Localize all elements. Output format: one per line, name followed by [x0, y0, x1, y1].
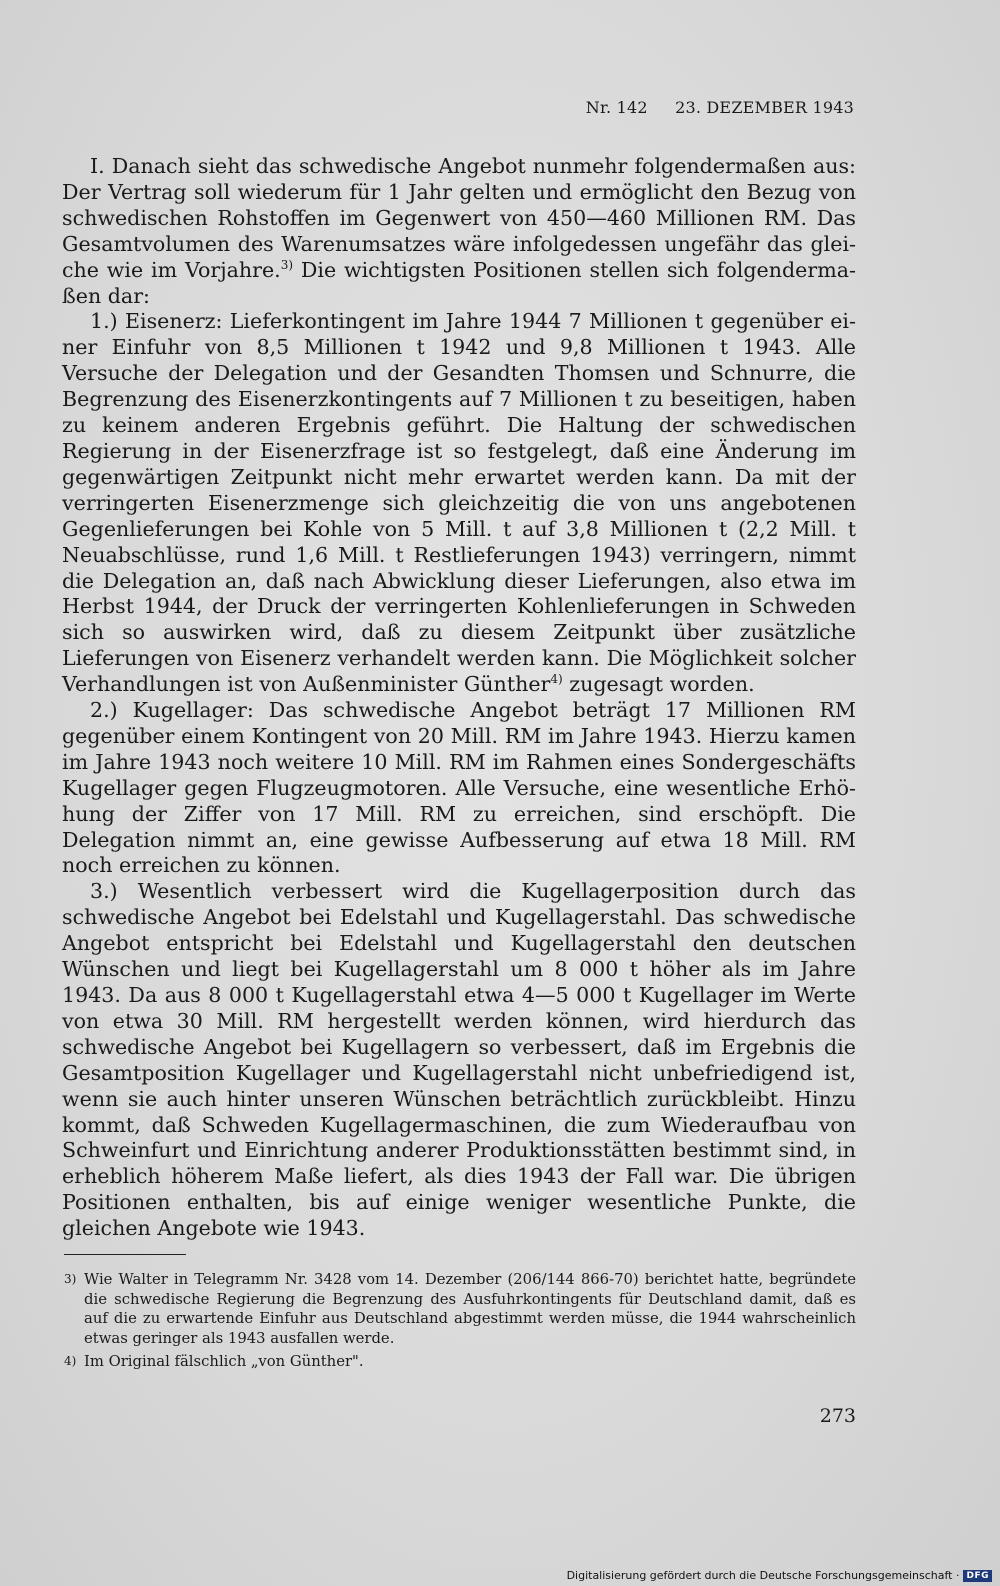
document-date: 23. DEZEMBER 1943 [675, 98, 854, 117]
footnote-4 [64, 1352, 856, 1372]
footnote-text: Im Original fälschlich „von Günther". [84, 1353, 364, 1371]
footnote-ref-4[interactable]: 4) [550, 672, 563, 687]
paragraph-kugellager: 2.) Kugellager: Das schwedische Angebot beträgt 17 Millionen RM gegenüber einem Kontingent von 20 Mill. RM im Jahre 1943. Hierzu kamen im Jahre 1943 noch weitere 10 Mill. RM im Rahmen eines Sondergeschäfts Kugellager gegen Flugzeugmotoren. Alle Versuche, eine wesentliche Erhöhung der Ziffer von 17 Mill. RM zu erreichen, sind erschöpft. Die Delegation nimmt an, eine gewisse Aufbesserung auf etwa 18 Mill. RM noch erreichen zu können. [62, 698, 856, 878]
footnote-3 [64, 1270, 856, 1348]
running-header [586, 98, 854, 117]
paragraph-intro: I. Danach sieht das schwedische Angebot nunmehr folgendermaßen aus: Der Vertrag soll wiederum für 1 Jahr gelten und ermöglicht den Bezug von schwedischen Rohstoffen im Gegenwert von 450—460 Millionen RM. Das Gesamtvolumen des Warenumsatzes wäre infolgedessen ungefähr das gleiche wie im Vorjahre.$^{3)}$ Die wichtigsten Positionen stellen sich folgendermaßen dar: [62, 154, 856, 308]
paragraph-edelstahl: 3.) Wesentlich verbessert wird die Kugellagerposition durch das schwedische Angebot bei Edelstahl und Kugellagerstahl. Das schwedische Angebot entspricht bei Edelstahl und Kugellagerstahl den deutschen Wünschen und liegt bei Kugellagerstahl um 8 000 t höher als im Jahre 1943. Da aus 8 000 t Kugellagerstahl etwa 4—5 000 t Kugellager im Werte von etwa 30 Mill. RM hergestellt werden können, wird hierdurch das schwedische Angebot bei Kugellagern so verbessert, daß im Ergebnis die Gesamtposition Kugellager und Kugellagerstahl nicht unbefriedigend ist, wenn sie auch hinter unseren Wünschen beträchtlich zurückbleibt. Hinzu kommt, daß Schweden Kugellagermaschinen, die zum Wiederaufbau von Schweinfurt und Einrichtung anderer Produktionsstätten bestimmt sind, in erheblich höherem Maße liefert, als dies 1943 der Fall war. Die übrigen Positionen enthalten, bis auf einige weniger wesentliche Punkte, die gleichen Angebote wie 1943. [62, 879, 856, 1241]
document-number: Nr. 142 [585, 98, 648, 117]
page-number: 273 [819, 1405, 856, 1427]
footnote-divider [64, 1254, 186, 1255]
dfg-logo-icon: DFG [963, 1570, 992, 1582]
credit-text: Digitalisierung gefördert durch die Deutsche Forschungsgemeinschaft · [566, 1569, 960, 1582]
footnote-ref-3[interactable]: 3) [280, 257, 294, 272]
footnote-text: Wie Walter in Telegramm Nr. 3428 vom 14. Dezember (206/144 866-70) berichtet hatte, begründete die schwedische Regierung die Begrenzung des Ausfuhrkontingents für Deutschland damit, daß es auf die zu erwartende Einfuhr aus Deutschland abgestimmt werden müsse, die 1944 wahrscheinlich etwas geringer als 1943 ausfallen werde. [84, 1271, 856, 1347]
footnote-mark: 4) [64, 1354, 77, 1369]
footnote-mark: 3) [64, 1272, 77, 1286]
paragraph-eisenerz: 1.) Eisenerz: Lieferkontingent im Jahre 1944 7 Millionen t gegenüber einer Einfuhr von 8,5 Millionen t 1942 und 9,8 Millionen t 1943. Alle Versuche der Delegation und der Gesandten Thomsen und Schnurre, die Begrenzung des Eisenerzkontingents auf 7 Millionen t zu beseitigen, haben zu keinem anderen Ergebnis geführt. Die Haltung der schwedischen Regierung in der Eisenerzfrage ist so festgelegt, daß eine Änderung im gegenwärtigen Zeitpunkt nicht mehr erwartet werden kann. Da mit der verringerten Eisenerzmenge sich gleichzeitig die von uns angebotenen Gegenlieferungen bei Kohle von 5 Mill. t auf 3,8 Millionen t (2,2 Mill. t Neuabschlüsse, rund 1,6 Mill. t Restlieferungen 1943) verringern, nimmt die Delegation an, daß nach Abwicklung dieser Lieferungen, also etwa im Herbst 1944, der Druck der verringerten Kohlenlieferungen in Schweden sich so auswirken wird, daß zu diesem Zeitpunkt über zusätzliche Lieferungen von Eisenerz verhandelt werden kann. Die Möglichkeit solcher Verhandlungen ist von Außenminister Günther$^{4)}$ zugesagt worden. [62, 309, 856, 697]
main-text [62, 154, 856, 1242]
footnotes [64, 1270, 856, 1376]
digitization-credit [567, 1569, 992, 1582]
